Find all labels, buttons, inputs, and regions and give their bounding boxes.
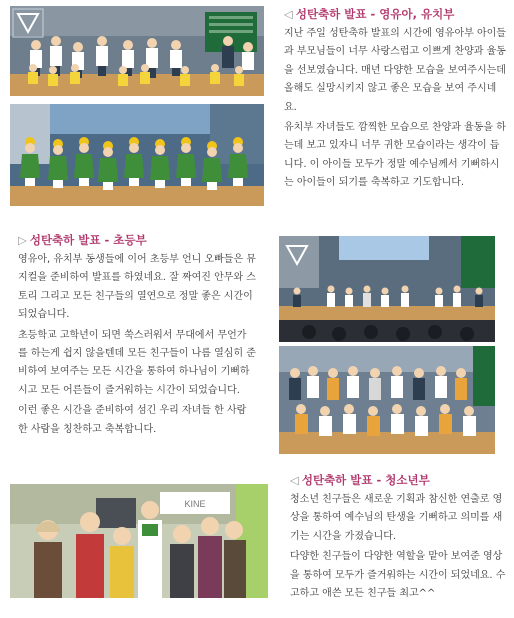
kindergarten-stage-photo (10, 6, 264, 96)
elementary-title: 성탄축하 발표 - 초등부 (29, 233, 147, 247)
youth-paragraph-2: 다양한 친구들이 다양한 역할을 맡아 보여준 영상을 통하여 모두가 즐거워하는 시간이 되었네요. 수고하고 애쓴 모든 친구들 최고^^ (290, 551, 506, 600)
kindergarten-section (284, 6, 506, 193)
kindergarten-paragraph-1: 지난 주일 성탄축하 발표의 시간에 영유아부 아이들과 부모님들이 너무 사랑스럽고 이쁘게 찬양과 율동을 선보였습니다. 매년 다양한 모습을 보여주시는데 올해도 실망시키지 않고 좋은 모습을 보여 주시네요. (284, 28, 506, 113)
elementary-paragraph-1: 영유아, 유치부 동생들에 이어 초등부 언니 오빠들은 뮤지컬을 준비하여 발표를 하였네요. 잘 짜여진 안무와 스토리 그리고 모든 친구들의 열연으로 정말 좋은 시간이 되었습니다. (18, 254, 256, 321)
elementary-paragraph-2: 초등학교 고학년이 되면 쑥스러워서 무대에서 무언가를 하는게 쉽지 않을텐데 모든 친구들이 나름 열심히 준비하여 보여주는 모든 시간을 통하여 하나님이 기뻐하시고 모든 어른들이 즐거워하는 시간이 되었습니다. (18, 329, 256, 396)
elementary-stage-photo (279, 236, 495, 342)
youth-paragraph-1: 청소년 친구들은 새로운 기획과 참신한 연출로 영상을 통하여 예수님의 탄생을 기뻐하고 의미를 새기는 시간을 가졌습니다. (290, 494, 503, 542)
youth-group-photo (10, 484, 268, 598)
youth-heading (290, 472, 506, 488)
kindergarten-paragraph-2: 유치부 자녀들도 깜찍한 모습으로 찬양과 율동을 하는데 보고 있자니 너무 귀한 모습이라는 생각이 듭니다. 이 아이들 모두가 정말 예수님께서 기뻐하시는 아이들이 되기를 축복하고 기도합니다. (284, 122, 506, 189)
elementary-paragraph-3: 이런 좋은 시간을 준비하여 섬긴 우리 자녀들 한 사람 한 사람을 칭찬하고 축복합니다. (18, 405, 247, 435)
left-triangle-icon: ◁ (290, 473, 299, 487)
youth-title: 성탄축하 발표 - 청소년부 (301, 473, 430, 487)
left-triangle-icon: ◁ (284, 7, 293, 21)
kindergarten-title: 성탄축하 발표 - 영유아, 유치부 (295, 7, 455, 21)
kindergarten-heading (284, 6, 506, 22)
stage-sign-text: KINE (184, 499, 206, 509)
elementary-group-photo (279, 346, 495, 454)
elementary-section (18, 232, 256, 439)
right-triangle-icon: ▷ (18, 233, 27, 247)
youth-section (290, 472, 506, 603)
tree-costume-photo (10, 104, 264, 206)
elementary-heading (18, 232, 256, 248)
